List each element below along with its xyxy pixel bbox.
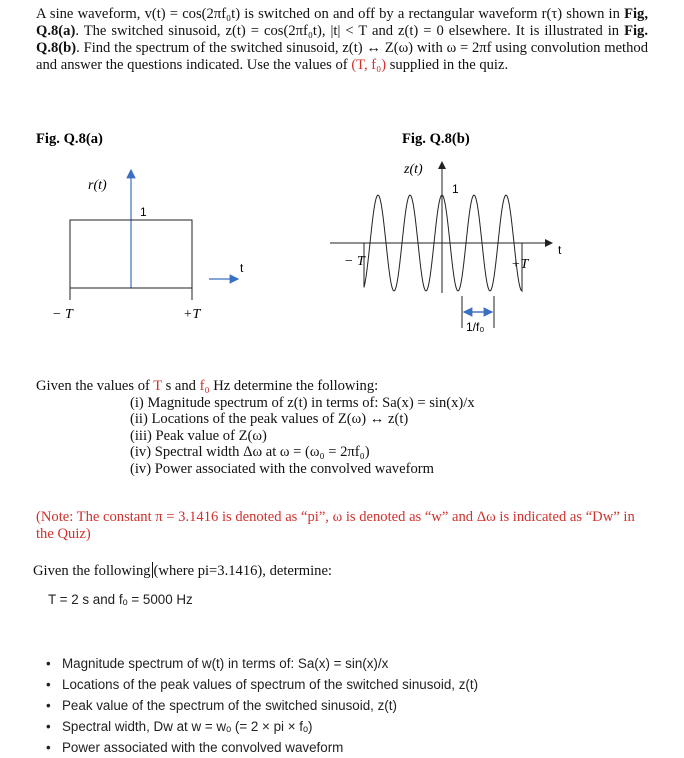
fig-b-period-label: 1/f₀ — [466, 320, 485, 334]
quiz-bullet: • Spectral width, Dw at w = wₒ (= 2 × pi × fₒ) — [46, 716, 478, 737]
given-item: (iv) Spectral width Δω at ω = (ω₀ = 2πf₀) — [130, 444, 370, 460]
fig-a-pos-t: +T — [183, 307, 201, 322]
given-T: T — [153, 378, 162, 394]
fig-a-ylabel: r(t) — [88, 178, 107, 193]
quiz-bullet: • Power associated with the convolved waveform — [46, 737, 478, 758]
given-heading — [36, 378, 648, 395]
quiz-values: T = 2 s and fₒ = 5000 Hz — [48, 592, 193, 607]
intro-text-3: . Find the spectrum of the switched sinusoid, z(t) ↔ Z(ω) with ω = 2πf using convolution method and answer the questions indicated. Use the values of — [36, 40, 648, 73]
given-heading-a: Given the values of — [36, 378, 154, 394]
intro-text-1: A sine waveform, v(t) = cos(2πf₀t) is switched on and off by a rectangular waveform r(τ) shown in — [36, 6, 625, 22]
given-heading-b: s and — [161, 378, 200, 394]
intro-highlight: (T, f₀) — [351, 57, 387, 73]
fig-a-neg-t: − T — [52, 307, 73, 322]
given-list — [130, 395, 648, 478]
given-item: (iii) Peak value of Z(ω) — [130, 427, 267, 444]
quiz-title-a: Given the following — [33, 563, 151, 579]
quiz-title-b: (where pi=3.1416), determine: — [153, 563, 332, 579]
fig-b-t-label: t — [558, 243, 562, 257]
fig-b-neg-t: − T — [344, 254, 365, 269]
text-cursor — [152, 562, 153, 578]
note: (Note: The constant π = 3.1416 is denoted as “pi”, ω is denoted as “w” and Δω is indicated as “Dw” in the Quiz) — [36, 509, 635, 542]
fig-b-reference: Fig. Q.8(b) — [36, 23, 648, 56]
fig-a-amplitude: 1 — [140, 205, 147, 219]
given-item: (ii) Locations of the peak values of Z(ω) ↔ z(t) — [130, 411, 409, 427]
fig-a-title: Fig. Q.8(a) — [36, 131, 103, 147]
fig-b-title: Fig. Q.8(b) — [402, 131, 470, 147]
given-f0: f₀ — [199, 378, 210, 394]
figures-svg — [0, 128, 684, 368]
given-block — [36, 378, 648, 477]
fig-a-reference: Fig, Q.8(a) — [36, 6, 648, 39]
given-item: (i) Magnitude spectrum of z(t) in terms of: Sa(x) = sin(x)/x — [130, 394, 475, 411]
given-item: (iv) Power associated with the convolved waveform — [130, 460, 434, 477]
fig-b-pos-t: +T — [511, 257, 529, 272]
intro-text-2: . The switched sinusoid, z(t) = cos(2πf₀t), |t| < T and z(t) = 0 elsewhere. It is illustrated in — [75, 23, 625, 39]
quiz-bullets — [46, 653, 478, 758]
quiz-bullet: • Peak value of the spectrum of the switched sinusoid, z(t) — [46, 695, 478, 716]
quiz-bullet: • Locations of the peak values of spectrum of the switched sinusoid, z(t) — [46, 674, 478, 695]
intro-text-4: supplied in the quiz. — [386, 57, 509, 73]
quiz-bullet: • Magnitude spectrum of w(t) in terms of: Sa(x) = sin(x)/x — [46, 653, 478, 674]
figures — [0, 128, 684, 368]
fig-a-t-label: t — [240, 261, 244, 275]
given-heading-c: Hz determine the following: — [209, 378, 379, 394]
quiz-title — [33, 562, 332, 580]
fig-b-amplitude: 1 — [452, 182, 459, 196]
fig-b-ylabel: z(t) — [404, 162, 423, 177]
problem-statement — [36, 6, 648, 74]
